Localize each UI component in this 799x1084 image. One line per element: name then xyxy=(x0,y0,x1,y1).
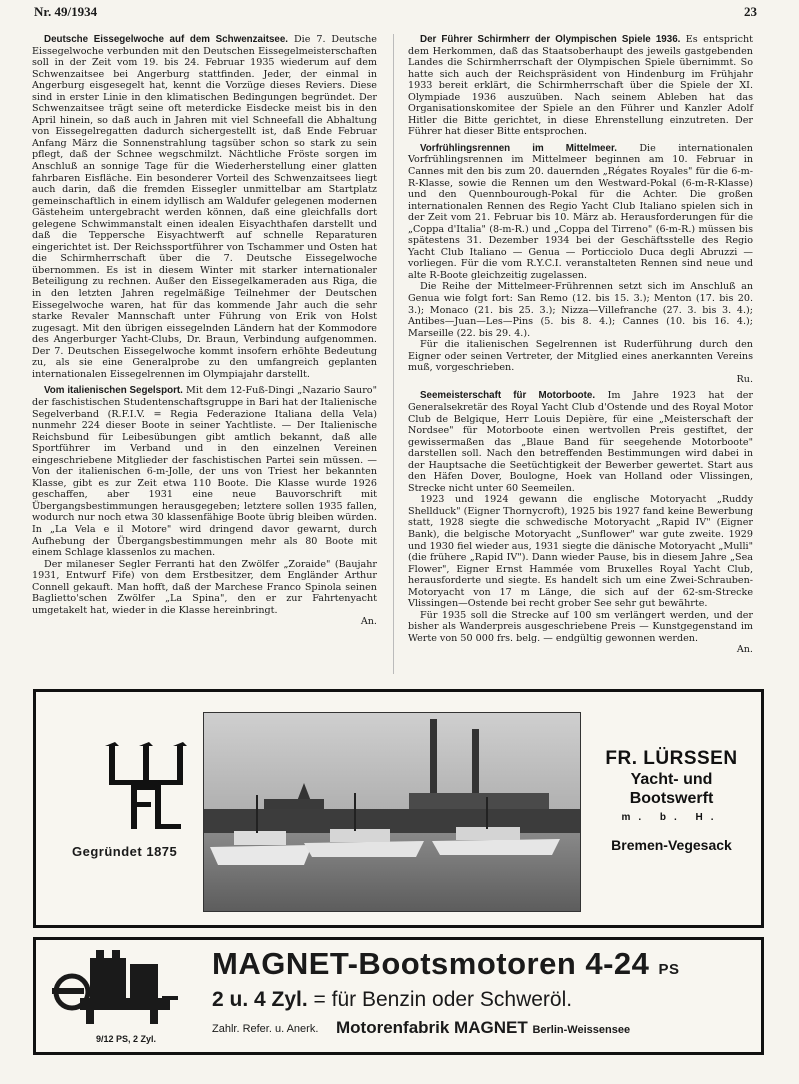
magnet-fuel: = für Benzin oder Schweröl. xyxy=(307,988,573,1011)
article-paragraph xyxy=(408,610,753,645)
firm-line-2: Bootswerft xyxy=(629,790,714,807)
article-text: Die Reihe der Mittelmeer-Frührennen setzt sich im Anschluß an Genua wie folgt fort: San Remo (12. bis 15. 3.); Menton (17. bis 20. 3.); Monaco (21. bis 25. 3.); Nizza—Villefranche (27. 3. bis 3. 4.); Antibes—Juan—Les—Pins (5. bis 8. 4.); Cannes (10. bis 16. 4.); Marseille (22. bis 29. 4.). xyxy=(408,281,753,339)
article-text: Mit dem 12-Fuß-Dingi „Nazario Sauro" der faschistischen Studentenschaftsgruppe in Bari hat der Italienische Segelverband (R.F.I.V. = Regia Federazione Italiana della Vela) nunmehr 224 dieser Boote in seiner Yachtliste. — Der Italienische Reichsbund für Leibesübungen gibt amtlich bekannt, daß alle Sportführer im Verband und in den einzelnen Vereinen eingeschriebene Mitglieder der faschistischen Partei sein müssen. — Von der italienischen 6-m-Jolle, der uns von Triest her bekannten Klasse, gibt es zur Zeit etwa 110 Boote. Die Klasse wurde 1926 geschaffen, aber 1931 eine neue Bauvorschrift mit Übergangsbestimmungen herausgegeben; letztere sollen 1935 fallen, wodurch nur noch etwa 30 klassenfähige Boote übrig bleiben würden. In „La Vela e il Motore" wird dringend davor gewarnt, durch Aufhebung der Übergangsbestimmungen mehr als 80 Boote mit einem Schlage klassenlos zu machen. xyxy=(32,385,377,559)
article-title: Seemeisterschaft für Motorboote. xyxy=(420,390,596,402)
right-column xyxy=(408,34,753,656)
boat-engine-icon xyxy=(50,948,180,1026)
article-text: Es entspricht dem Herkommen, daß das Staatsoberhaupt des jeweils gastgebenden Landes die Schirmherrschaft der Olympischen Spiele übernimmt. So hatte sich auch der Reichspräsident von Hindenburg im Frühjahr 1933 bereit erklärt, die Schirmherrschaft über die Spiele der XI. Olympiade 1936 auszuüben. Nach seinem Ableben hat das Organisationskomitee der Spiele an den Führer und Kanzler Adolf Hitler die Bitte gerichtet, in diese Ehrenstellung einzutreten. Der Führer hat dieser Bitte entsprochen. xyxy=(408,34,753,138)
article-paragraph xyxy=(408,143,753,282)
magnet-cylinders: 2 u. 4 Zyl. xyxy=(212,988,308,1011)
issue-number: Nr. 49/1934 xyxy=(34,4,98,19)
article-paragraph xyxy=(408,390,753,494)
magnet-factory-city: Berlin-Weissensee xyxy=(532,1024,631,1036)
article-text: Die 7. Deutsche Eissegelwoche verbunden mit den Deutschen Eissegelmeisterschaften soll in der Zeit vom 19. bis 24. Februar 1935 wiederum auf dem Schwenzaitsee bei Angerburg stattfinden. Jeder, der einmal in Angerburg eisgesegelt hat, kennt die Vorzüge dieses Reviers. Diese sind in erster Linie in den klimatischen Bedingungen begründet. Der Schwenzaitsee trägt seine oft meterdicke Eisdecke meist bis in den April hinein, so daß auch in Jahren mit viel Schneefall die Abhaltung von Eissegelregatten dadurch sichergestellt ist, daß Ende Februar Anfang März die Sonnenstrahlung tagsüber schon so stark zu sein pflegt, daß der Schnee wegschmilzt. Nächtliche Fröste sorgen im Anschluß an sonnige Tage für die Wiederherstellung einer glatten fahrbaren Eisfläche. Ein besonderer Vorteil des Schwenzaitsees liegt auch darin, daß die fremden Eissegler unmittelbar am Startplatz gemeinschaftlich in einem idyllisch am Waldufer gelegenen modernen Gästeheim untergebracht werden können, daß eine gleichfalls dort gelegene Schwimmanstalt einen idealen Eisyachthafen darstellt und daß die Teppersche Eisyachtwerft auf schnelle Reparaturen eingerichtet ist. Der Reichssportführer von Tschammer und Osten hat die Schirmherrschaft über die 7. Deutsche Eissegelwoche übernommen. Es ist in diesem Winter mit starker internationaler Beteiligung zu rechnen. Außer den Eissegelkameraden aus Riga, die in den letzten Jahren regelmäßige Teilnehmer der Deutschen Eissegelwoche waren, hat für das kommende Jahr auch die sehr starke Revaler Mannschaft unter Führung von Erik von Holst zugesagt. Mit den übrigen eissegelnden Ländern hat der Kommodore des Angerburger Yacht-Clubs, Dr. Braun, Verbindung aufgenommen. Der 7. Deutschen Eissegelwoche kommt insofern erhöhte Bedeutung zu, als sie eine Generalprobe zu den umfangreich geplanten internationalen Eissegelrennen im Olympiajahr darstellt. xyxy=(32,34,377,380)
article-paragraph xyxy=(408,494,753,609)
article-text: Der milaneser Segler Ferranti hat den Zwölfer „Zoraide" (Baujahr 1931, Entwurf Fife) von dem Erstbesitzer, dem Engländer Arthur Connell gekauft. Man hofft, daß der Marchese Franco Spinola seinen Baglietto'schen Zwölfer „La Spina", den er zur Fahrtenyacht umgetakelt hat, wieder in die Klasse hereinbringt. xyxy=(32,558,377,616)
magnet-references: Zahlr. Refer. u. Anerk. xyxy=(212,1023,319,1035)
firm-city: Bremen-Vegesack xyxy=(611,837,732,853)
page-header xyxy=(34,4,757,20)
column-divider xyxy=(393,34,394,674)
magnet-subtitle xyxy=(212,988,572,1012)
motorboats-photo xyxy=(203,712,581,912)
page-number: 23 xyxy=(744,4,757,19)
article-text: Die internationalen Vorfrühlingsrennen im Mittelmeer beginnen am 10. Februar in Cannes mit den bis zum 20. dauernden „Régates Royales" für die 6-m-R-Klasse, sowie die Rennen um den Westward-Pokal (6-m-R-Klasse) und den Quennbourough-Pokal für die Achter. Die großen internationalen Rennen des Regio Yacht Club Italiano spielen sich in der Zeit vom 21. Februar bis 10. März ab. Herausforderungen für die „Coppa d'Italia" (8-m-R.) und „Coppa del Tirreno" (6-m-R.) müssen bis spätestens 31. Dezember 1934 bei der Geschäftsstelle des Regio Yacht Club Italiano — Genua — Porticciolo Duca degli Abruzzi — vorliegen. Für die vom R.Y.C.I. veranstalteten Rennen sind neue und alte R-Boote gleichzeitig zugelassen. xyxy=(408,142,753,281)
firm-name: FR. LÜRSSEN xyxy=(605,748,738,769)
magnet-factory-name: Motorenfabrik MAGNET xyxy=(336,1018,528,1037)
luerssen-advertisement xyxy=(33,689,764,928)
luerssen-firm-block xyxy=(589,748,754,853)
article-paragraph xyxy=(32,559,377,617)
article-paragraph xyxy=(32,34,377,380)
article-text: Für 1935 soll die Strecke auf 100 sm verlängert werden, und der bisher als Wanderpreis ausgeschriebene Preis — Kunstgegenstand im Werte von 50 000 frs. belg. — endgültig gewonnen werden. xyxy=(408,609,753,644)
magnet-factory xyxy=(336,1018,630,1038)
article-title: Der Führer Schirmherr der Olympischen Spiele 1936. xyxy=(420,34,681,45)
article-paragraph xyxy=(408,281,753,339)
magnet-title-text: MAGNET-Bootsmotoren 4-24 xyxy=(212,946,650,981)
article-signature: An. xyxy=(360,616,377,628)
article-paragraph xyxy=(408,339,753,374)
firm-line-1: Yacht- und xyxy=(630,771,713,788)
article-text: 1923 und 1924 gewann die englische Motoryacht „Ruddy Shellduck" (Eigner Thornycroft), 1925 bis 1927 fand keine Bewerbung statt, 1928 siegte die schwedische Motoryacht „Rapid IV" (Eigner Bank), die belgische Motoryacht „Sunflower" war gute zweite. 1929 und 1930 fiel wieder aus, 1931 siegte die dänische Motoryacht „Mulli" (die frühere „Rapid IV"). Dann wieder Pause, bis in diesem Jahre „Sea Flower", Eigner Ernst Hammée vom Bruxelles Royal Yacht Club, herausforderte und siegte. Es handelt sich um eine Zwei-Schrauben-Motoryacht von 17 m Länge, die sich auf der 62-sm-Strecke Vlissingen—Ostende bei recht grober See sehr gut bewährte. xyxy=(408,494,753,610)
magnet-title-unit: PS xyxy=(658,961,680,978)
left-column xyxy=(32,34,377,628)
firm-legal-form: m. b. H. xyxy=(621,812,722,823)
founded-label: Gegründet 1875 xyxy=(72,844,178,859)
article-title: Vom italienischen Segelsport. xyxy=(44,385,183,397)
article-paragraph xyxy=(408,34,753,138)
luerssen-logo-icon xyxy=(101,742,191,832)
article-signature: An. xyxy=(736,644,753,656)
article-title: Deutsche Eissegelwoche auf dem Schwenzaitsee. xyxy=(44,34,289,45)
article-text: Für die italienischen Segelrennen ist Ruderführung durch den Eigner oder seinen Vertreter, der Mitglied eines anerkannten Vereins muß, vorgeschrieben. xyxy=(408,339,753,374)
engine-caption: 9/12 PS, 2 Zyl. xyxy=(96,1034,157,1044)
article-paragraph xyxy=(32,385,377,558)
article-title: Vorfrühlingsrennen im Mittelmeer. xyxy=(420,142,617,154)
article-signature: Ru. xyxy=(736,373,753,385)
magnet-advertisement xyxy=(33,937,764,1055)
article-text: Im Jahre 1923 hat der Generalsekretär des Royal Yacht Club d'Ostende und des Royal Motor Club de Belgique, Herr Louis Depière, für eine „Meisterschaft der Nordsee" für Motorboote einen wertvollen Preis gestiftet, der gewissermaßen das „Blaue Band für seegehende Motorboote" darstellen soll. Nach den betreffenden Bestimmungen wird dabei in der Hauptsache die Seetüchtigkeit der Bewerber gewertet. Start aus den Häfen Dover, Boulogne, Hoek van Holland oder Vlissingen, Strecke nicht unter 60 Seemeilen. xyxy=(408,390,753,494)
magnet-title xyxy=(212,946,680,982)
